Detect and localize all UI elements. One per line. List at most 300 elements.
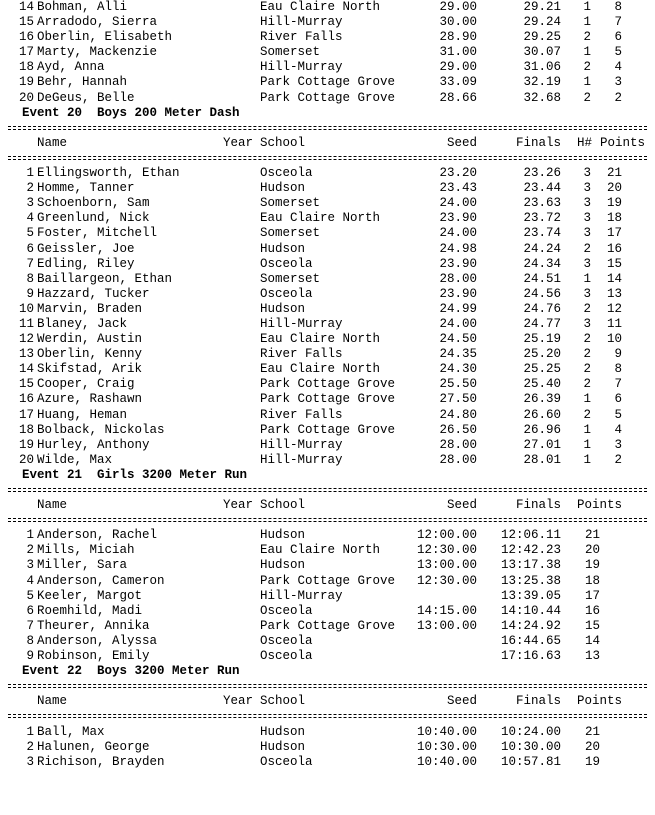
final-time: 12:42.23 (500, 543, 561, 558)
final-time: 23.44 (523, 181, 561, 196)
place: 18 (18, 60, 34, 75)
athlete-name: Ellingsworth, Ethan (37, 166, 180, 181)
seed-time: 30.00 (439, 15, 477, 30)
athlete-name: DeGeus, Belle (37, 90, 135, 105)
points: 12 (606, 301, 622, 316)
heat-number: 3 (583, 181, 591, 196)
header-school: School (260, 135, 306, 150)
place: 18 (18, 422, 34, 437)
points: 21 (584, 724, 600, 739)
place: 16 (18, 392, 34, 407)
school: Eau Claire North (260, 543, 381, 558)
table-row (0, 589, 655, 604)
seed-time: 23.90 (439, 286, 477, 301)
school: Osceola (260, 166, 313, 181)
heat-number: 3 (583, 256, 591, 271)
event-22-section (0, 664, 655, 770)
athlete-name: Ayd, Anna (37, 60, 105, 75)
table-row (0, 75, 655, 90)
place: 11 (18, 316, 34, 331)
heat-number: 1 (583, 0, 591, 14)
header-finals: Finals (515, 498, 561, 513)
athlete-name: Greenlund, Nick (37, 211, 150, 226)
final-time: 25.25 (523, 362, 561, 377)
points: 2 (614, 90, 622, 105)
seed-time: 13:00.00 (416, 618, 477, 633)
seed-time: 24.99 (439, 301, 477, 316)
final-time: 10:57.81 (500, 754, 561, 769)
heat-number: 2 (583, 377, 591, 392)
table-row (0, 332, 655, 347)
points: 16 (584, 603, 600, 618)
points: 16 (606, 241, 622, 256)
seed-time: 23.43 (439, 181, 477, 196)
final-time: 23.72 (523, 211, 561, 226)
final-time: 25.20 (523, 347, 561, 362)
school: Park Cottage Grove (260, 573, 396, 588)
final-time: 24.51 (523, 271, 561, 286)
athlete-name: Roemhild, Madi (37, 603, 143, 618)
place: 20 (18, 90, 34, 105)
school: Osceola (260, 754, 313, 769)
athlete-name: Arradodo, Sierra (37, 15, 158, 30)
athlete-name: Skifstad, Arik (37, 362, 143, 377)
school: Hill-Murray (260, 452, 343, 467)
school: Park Cottage Grove (260, 90, 396, 105)
final-time: 25.40 (523, 377, 561, 392)
points: 17 (606, 226, 622, 241)
points: 14 (584, 633, 600, 648)
athlete-name: Marvin, Braden (37, 301, 143, 316)
school: Eau Claire North (260, 0, 381, 14)
table-row (0, 725, 655, 740)
final-time: 23.26 (523, 166, 561, 181)
heat-number: 3 (583, 286, 591, 301)
header-school: School (260, 694, 306, 709)
seed-time: 25.50 (439, 377, 477, 392)
table-row (0, 740, 655, 755)
seed-time: 26.50 (439, 422, 477, 437)
athlete-name: Cooper, Craig (37, 377, 135, 392)
points: 6 (614, 30, 622, 45)
points: 5 (614, 45, 622, 60)
seed-time: 10:40.00 (416, 754, 477, 769)
seed-time: 24.80 (439, 407, 477, 422)
final-time: 26.60 (523, 407, 561, 422)
seed-time: 12:30.00 (416, 573, 477, 588)
seed-time: 28.00 (439, 271, 477, 286)
athlete-name: Anderson, Cameron (37, 573, 165, 588)
place: 6 (26, 241, 34, 256)
header-seed: Seed (446, 694, 477, 709)
seed-time: 29.00 (439, 60, 477, 75)
athlete-name: Oberlin, Elisabeth (37, 30, 173, 45)
school: River Falls (260, 407, 343, 422)
athlete-name: Schoenborn, Sam (37, 196, 150, 211)
points: 3 (614, 75, 622, 90)
table-row (0, 272, 655, 287)
athlete-name: Homme, Tanner (37, 181, 135, 196)
header-year: Year (223, 135, 254, 150)
heat-number: 3 (583, 226, 591, 241)
school: Hudson (260, 301, 306, 316)
place: 2 (26, 739, 34, 754)
seed-time: 24.00 (439, 226, 477, 241)
seed-time: 24.00 (439, 316, 477, 331)
final-time: 24.24 (523, 241, 561, 256)
seed-time: 23.90 (439, 256, 477, 271)
final-time: 10:24.00 (500, 724, 561, 739)
school: Park Cottage Grove (260, 377, 396, 392)
header-name: Name (37, 498, 68, 513)
final-time: 24.56 (523, 286, 561, 301)
place: 5 (26, 226, 34, 241)
school: Hudson (260, 528, 306, 543)
place: 2 (26, 181, 34, 196)
final-time: 13:17.38 (500, 558, 561, 573)
heat-number: 1 (583, 392, 591, 407)
heat-number: 1 (583, 75, 591, 90)
athlete-name: Miller, Sara (37, 558, 128, 573)
heat-number: 2 (583, 362, 591, 377)
athlete-name: Halunen, George (37, 739, 150, 754)
points: 15 (584, 618, 600, 633)
double-rule (0, 513, 655, 528)
table-row (0, 91, 655, 106)
place: 1 (26, 166, 34, 181)
athlete-name: Theurer, Annika (37, 618, 150, 633)
table-header (0, 136, 655, 151)
athlete-name: Ball, Max (37, 724, 105, 739)
seed-time: 28.00 (439, 452, 477, 467)
final-time: 12:06.11 (500, 528, 561, 543)
place: 9 (26, 649, 34, 664)
table-row (0, 317, 655, 332)
seed-time: 24.50 (439, 332, 477, 347)
points: 10 (606, 332, 622, 347)
heat-number: 3 (583, 196, 591, 211)
table-row (0, 619, 655, 634)
previous-event-rows (0, 0, 655, 106)
place: 1 (26, 724, 34, 739)
points: 8 (614, 362, 622, 377)
final-time: 29.25 (523, 30, 561, 45)
seed-time: 24.30 (439, 362, 477, 377)
final-time: 29.24 (523, 15, 561, 30)
school: Osceola (260, 633, 313, 648)
points: 2 (614, 452, 622, 467)
final-time: 16:44.65 (500, 633, 561, 648)
place: 7 (26, 618, 34, 633)
points: 4 (614, 422, 622, 437)
place: 17 (18, 407, 34, 422)
heat-number: 1 (583, 15, 591, 30)
final-time: 10:30.00 (500, 739, 561, 754)
athlete-name: Oberlin, Kenny (37, 347, 143, 362)
school: Hudson (260, 181, 306, 196)
school: Park Cottage Grove (260, 618, 396, 633)
points: 8 (614, 0, 622, 14)
school: Park Cottage Grove (260, 392, 396, 407)
seed-time: 27.50 (439, 392, 477, 407)
heat-number: 2 (583, 30, 591, 45)
athlete-name: Behr, Hannah (37, 75, 128, 90)
school: Hill-Murray (260, 316, 343, 331)
place: 16 (18, 30, 34, 45)
seed-time: 23.20 (439, 166, 477, 181)
school: Hill-Murray (260, 588, 343, 603)
heat-number: 3 (583, 166, 591, 181)
place: 8 (26, 271, 34, 286)
athlete-name: Keeler, Margot (37, 588, 143, 603)
school: Somerset (260, 45, 321, 60)
seed-time: 29.00 (439, 0, 477, 14)
school: Park Cottage Grove (260, 422, 396, 437)
table-row (0, 30, 655, 45)
final-time: 26.96 (523, 422, 561, 437)
table-row (0, 15, 655, 30)
seed-time: 24.00 (439, 196, 477, 211)
school: Hudson (260, 241, 306, 256)
table-row (0, 453, 655, 468)
athlete-name: Azure, Rashawn (37, 392, 143, 407)
seed-time: 24.35 (439, 347, 477, 362)
athlete-name: Huang, Heman (37, 407, 128, 422)
place: 3 (26, 196, 34, 211)
place: 5 (26, 588, 34, 603)
seed-time: 10:40.00 (416, 724, 477, 739)
athlete-name: Mills, Miciah (37, 543, 135, 558)
table-header (0, 498, 655, 513)
table-row (0, 558, 655, 573)
event-21-section (0, 468, 655, 664)
table-row (0, 45, 655, 60)
school: Hill-Murray (260, 60, 343, 75)
final-time: 26.39 (523, 392, 561, 407)
header-finals: Finals (515, 694, 561, 709)
athlete-name: Anderson, Rachel (37, 528, 158, 543)
place: 6 (26, 603, 34, 618)
double-rule (0, 679, 655, 694)
place: 1 (26, 528, 34, 543)
seed-time: 12:30.00 (416, 543, 477, 558)
final-time: 25.19 (523, 332, 561, 347)
athlete-name: Hazzard, Tucker (37, 286, 150, 301)
points: 9 (614, 347, 622, 362)
points: 20 (606, 181, 622, 196)
seed-time: 24.98 (439, 241, 477, 256)
place: 10 (18, 301, 34, 316)
place: 20 (18, 452, 34, 467)
seed-time: 28.00 (439, 437, 477, 452)
final-time: 23.74 (523, 226, 561, 241)
points: 21 (606, 166, 622, 181)
header-heat: H# (577, 135, 593, 150)
place: 19 (18, 437, 34, 452)
table-row (0, 574, 655, 589)
table-row (0, 362, 655, 377)
school: Eau Claire North (260, 362, 381, 377)
heat-number: 1 (583, 45, 591, 60)
heat-number: 2 (583, 332, 591, 347)
final-time: 14:24.92 (500, 618, 561, 633)
points: 4 (614, 60, 622, 75)
heat-number: 2 (583, 347, 591, 362)
final-time: 30.07 (523, 45, 561, 60)
heat-number: 1 (583, 271, 591, 286)
seed-time: 23.90 (439, 211, 477, 226)
place: 4 (26, 573, 34, 588)
heat-number: 1 (583, 452, 591, 467)
table-row (0, 181, 655, 196)
athlete-name: Hurley, Anthony (37, 437, 150, 452)
table-row (0, 438, 655, 453)
points: 7 (614, 15, 622, 30)
final-time: 24.77 (523, 316, 561, 331)
header-year: Year (223, 694, 254, 709)
table-row (0, 528, 655, 543)
seed-time: 10:30.00 (416, 739, 477, 754)
points: 5 (614, 407, 622, 422)
athlete-name: Baillargeon, Ethan (37, 271, 173, 286)
athlete-name: Anderson, Alyssa (37, 633, 158, 648)
header-name: Name (37, 135, 68, 150)
school: Osceola (260, 649, 313, 664)
table-row (0, 755, 655, 770)
place: 7 (26, 256, 34, 271)
table-row (0, 287, 655, 302)
table-row (0, 377, 655, 392)
heat-number: 2 (583, 241, 591, 256)
place: 14 (18, 362, 34, 377)
heat-number: 2 (583, 60, 591, 75)
place: 3 (26, 754, 34, 769)
points: 19 (584, 754, 600, 769)
double-rule (0, 709, 655, 724)
points: 20 (584, 739, 600, 754)
points: 14 (606, 271, 622, 286)
table-row (0, 347, 655, 362)
place: 4 (26, 211, 34, 226)
table-row (0, 242, 655, 257)
points: 21 (584, 528, 600, 543)
athlete-name: Blaney, Jack (37, 316, 128, 331)
place: 12 (18, 332, 34, 347)
place: 13 (18, 347, 34, 362)
table-row (0, 257, 655, 272)
seed-time: 28.66 (439, 90, 477, 105)
double-rule (0, 121, 655, 136)
table-row (0, 211, 655, 226)
table-row (0, 60, 655, 75)
points: 3 (614, 437, 622, 452)
school: Osceola (260, 286, 313, 301)
seed-time: 31.00 (439, 45, 477, 60)
final-time: 17:16.63 (500, 649, 561, 664)
heat-number: 2 (583, 407, 591, 422)
header-name: Name (37, 694, 68, 709)
points: 11 (606, 316, 622, 331)
place: 9 (26, 286, 34, 301)
heat-number: 2 (583, 301, 591, 316)
final-time: 28.01 (523, 452, 561, 467)
school: River Falls (260, 30, 343, 45)
points: 7 (614, 377, 622, 392)
athlete-name: Wilde, Max (37, 452, 113, 467)
header-year: Year (223, 498, 254, 513)
athlete-name: Richison, Brayden (37, 754, 165, 769)
table-row (0, 302, 655, 317)
double-rule (0, 151, 655, 166)
table-row (0, 408, 655, 423)
heat-number: 3 (583, 211, 591, 226)
athlete-name: Werdin, Austin (37, 332, 143, 347)
place: 3 (26, 558, 34, 573)
double-rule (0, 483, 655, 498)
school: Somerset (260, 196, 321, 211)
table-row (0, 423, 655, 438)
school: Hill-Murray (260, 437, 343, 452)
athlete-name: Marty, Mackenzie (37, 45, 158, 60)
final-time: 27.01 (523, 437, 561, 452)
heat-number: 1 (583, 437, 591, 452)
heat-number: 1 (583, 422, 591, 437)
event-20-rows (0, 166, 655, 468)
athlete-name: Bolback, Nickolas (37, 422, 165, 437)
event-20-section (0, 106, 655, 468)
points: 19 (606, 196, 622, 211)
heat-number: 2 (583, 90, 591, 105)
place: 2 (26, 543, 34, 558)
final-time: 31.06 (523, 60, 561, 75)
place: 15 (18, 377, 34, 392)
athlete-name: Edling, Riley (37, 256, 135, 271)
final-time: 32.19 (523, 75, 561, 90)
event-22-rows (0, 725, 655, 770)
seed-time: 14:15.00 (416, 603, 477, 618)
event-title: Event 20 Boys 200 Meter Dash (22, 105, 240, 120)
points: 18 (584, 573, 600, 588)
final-time: 29.21 (523, 0, 561, 14)
header-points: Points (600, 135, 646, 150)
athlete-name: Robinson, Emily (37, 649, 150, 664)
place: 8 (26, 633, 34, 648)
header-seed: Seed (446, 498, 477, 513)
school: Hudson (260, 739, 306, 754)
final-time: 24.34 (523, 256, 561, 271)
place: 17 (18, 45, 34, 60)
final-time: 13:39.05 (500, 588, 561, 603)
school: Hudson (260, 724, 306, 739)
points: 18 (606, 211, 622, 226)
seed-time: 33.09 (439, 75, 477, 90)
school: Eau Claire North (260, 211, 381, 226)
table-row (0, 543, 655, 558)
event-title: Event 21 Girls 3200 Meter Run (22, 467, 248, 482)
athlete-name: Foster, Mitchell (37, 226, 158, 241)
school: Osceola (260, 603, 313, 618)
event-21-rows (0, 528, 655, 664)
header-points: Points (577, 694, 623, 709)
school: Somerset (260, 226, 321, 241)
place: 19 (18, 75, 34, 90)
school: Eau Claire North (260, 332, 381, 347)
place: 15 (18, 15, 34, 30)
table-row (0, 392, 655, 407)
school: River Falls (260, 347, 343, 362)
table-row (0, 649, 655, 664)
event-title: Event 22 Boys 3200 Meter Run (22, 664, 240, 679)
